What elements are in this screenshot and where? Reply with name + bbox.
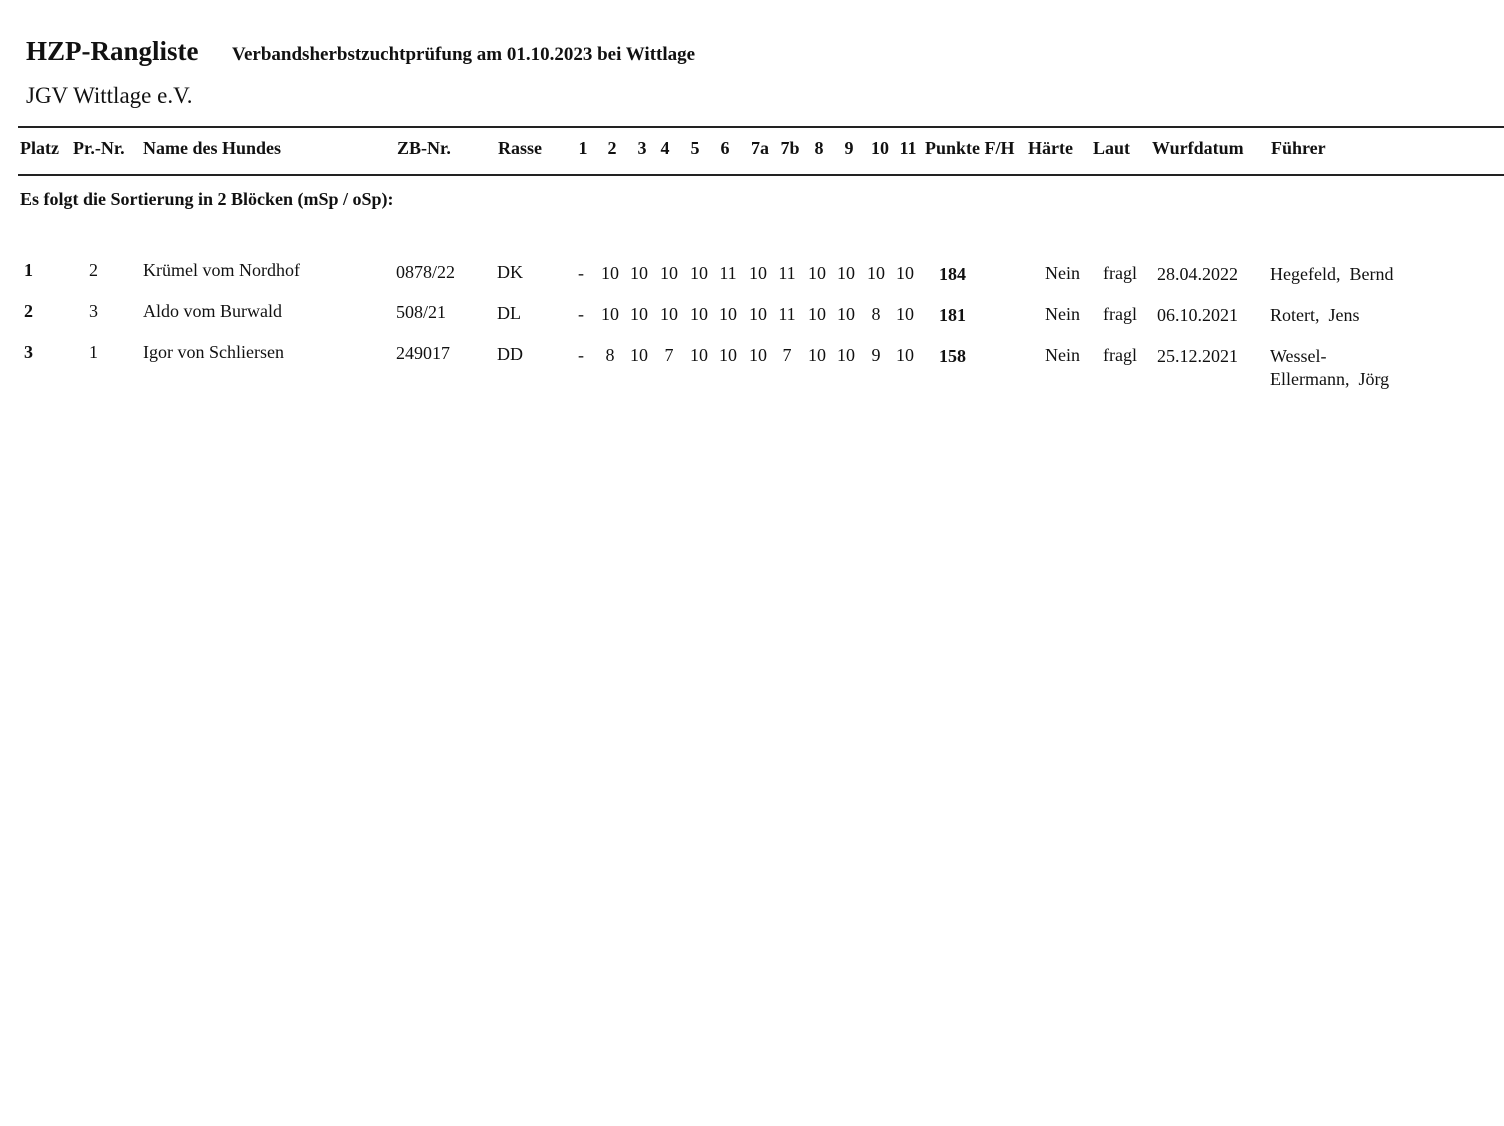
cell-score-6: 10: [719, 304, 737, 324]
cell-score-11: 10: [896, 345, 914, 365]
cell-wurfdatum: 25.12.2021: [1157, 346, 1238, 366]
cell-score-7a: 10: [749, 263, 767, 283]
cell-platz: 1: [24, 260, 33, 280]
col-score-7a: 7a: [751, 138, 769, 158]
cell-laut: fragl: [1103, 304, 1137, 324]
cell-score-8: 10: [808, 263, 826, 283]
cell-score-6: 10: [719, 345, 737, 365]
cell-name: Krümel vom Nordhof: [143, 260, 300, 280]
cell-score-11: 10: [896, 304, 914, 324]
cell-haerte: Nein: [1045, 263, 1080, 283]
cell-zbnr: 0878/22: [396, 262, 456, 282]
cell-name: Aldo vom Burwald: [143, 301, 282, 321]
col-score-3: 3: [637, 138, 647, 158]
cell-score-10: 8: [871, 304, 881, 324]
cell-zbnr: 249017: [396, 343, 450, 363]
cell-score-6: 11: [719, 263, 737, 283]
cell-score-2: 8: [605, 345, 615, 365]
cell-score-7b: 11: [778, 304, 796, 324]
cell-score-8: 10: [808, 345, 826, 365]
col-haerte: Härte: [1028, 138, 1073, 158]
col-zbnr: ZB-Nr.: [397, 138, 451, 158]
cell-prnr: 3: [89, 301, 98, 321]
cell-score-2: 10: [601, 304, 619, 324]
col-score-7b: 7b: [780, 138, 800, 158]
col-score-10: 10: [871, 138, 889, 158]
cell-fuehrer: Hegefeld, Bernd: [1270, 264, 1394, 284]
cell-score-9: 10: [837, 345, 855, 365]
col-score-6: 6: [720, 138, 730, 158]
cell-zbnr: 508/21: [396, 302, 447, 322]
cell-score-5: 10: [690, 263, 708, 283]
header-top-rule: [18, 126, 1504, 128]
page-subtitle: Verbandsherbstzuchtprüfung am 01.10.2023 bei Wittlage: [232, 44, 696, 65]
header-bottom-rule: [18, 174, 1504, 176]
cell-score-5: 10: [690, 304, 708, 324]
cell-score-1: -: [578, 263, 584, 283]
col-fuehrer: Führer: [1271, 138, 1326, 158]
cell-fuehrer: Rotert, Jens: [1270, 305, 1360, 325]
sorting-note: Es folgt die Sortierung in 2 Blöcken (mSp / oSp):: [20, 189, 394, 209]
col-platz: Platz: [20, 138, 59, 158]
cell-haerte: Nein: [1045, 304, 1080, 324]
col-score-5: 5: [690, 138, 700, 158]
cell-rasse: DL: [497, 303, 521, 323]
cell-laut: fragl: [1103, 263, 1137, 283]
cell-name: Igor von Schliersen: [143, 342, 284, 362]
cell-platz: 3: [24, 342, 33, 362]
cell-score-4: 10: [660, 304, 678, 324]
cell-score-7b: 11: [778, 263, 796, 283]
cell-score-7a: 10: [749, 304, 767, 324]
cell-score-5: 10: [690, 345, 708, 365]
cell-score-3: 10: [630, 345, 648, 365]
col-rasse: Rasse: [498, 138, 542, 158]
cell-fuehrer: Wessel-: [1270, 346, 1327, 366]
col-laut: Laut: [1093, 138, 1131, 158]
cell-score-11: 10: [896, 263, 914, 283]
col-wurfdatum: Wurfdatum: [1152, 138, 1244, 158]
cell-score-10: 9: [871, 345, 881, 365]
cell-haerte: Nein: [1045, 345, 1080, 365]
col-score-8: 8: [814, 138, 824, 158]
col-punkte: Punkte F/H: [925, 138, 1015, 158]
cell-score-9: 10: [837, 304, 855, 324]
cell-score-2: 10: [601, 263, 619, 283]
cell-score-1: -: [578, 304, 584, 324]
cell-rasse: DK: [497, 262, 523, 282]
cell-score-3: 10: [630, 304, 648, 324]
col-score-2: 2: [607, 138, 617, 158]
cell-punkte: 184: [939, 264, 966, 284]
cell-score-8: 10: [808, 304, 826, 324]
cell-punkte: 158: [939, 346, 966, 366]
cell-score-10: 10: [867, 263, 885, 283]
cell-score-7b: 7: [782, 345, 792, 365]
col-name: Name des Hundes: [143, 138, 282, 158]
col-score-9: 9: [844, 138, 854, 158]
cell-score-3: 10: [630, 263, 648, 283]
col-score-11: 11: [899, 138, 917, 158]
col-score-1: 1: [578, 138, 588, 158]
cell-wurfdatum: 28.04.2022: [1157, 264, 1238, 284]
cell-prnr: 2: [89, 260, 98, 280]
cell-laut: fragl: [1103, 345, 1137, 365]
cell-punkte: 181: [939, 305, 966, 325]
cell-rasse: DD: [497, 344, 523, 364]
col-prnr: Pr.-Nr.: [73, 138, 125, 158]
cell-score-1: -: [578, 345, 584, 365]
cell-score-4: 7: [664, 345, 674, 365]
cell-score-4: 10: [660, 263, 678, 283]
cell-platz: 2: [24, 301, 33, 321]
col-score-4: 4: [660, 138, 670, 158]
cell-wurfdatum: 06.10.2021: [1157, 305, 1238, 325]
page-title: HZP-Rangliste: [26, 36, 199, 66]
cell-score-7a: 10: [749, 345, 767, 365]
organization-name: JGV Wittlage e.V.: [26, 83, 193, 108]
cell-prnr: 1: [89, 342, 98, 362]
cell-fuehrer-line2: Ellermann, Jörg: [1270, 369, 1390, 389]
cell-score-9: 10: [837, 263, 855, 283]
